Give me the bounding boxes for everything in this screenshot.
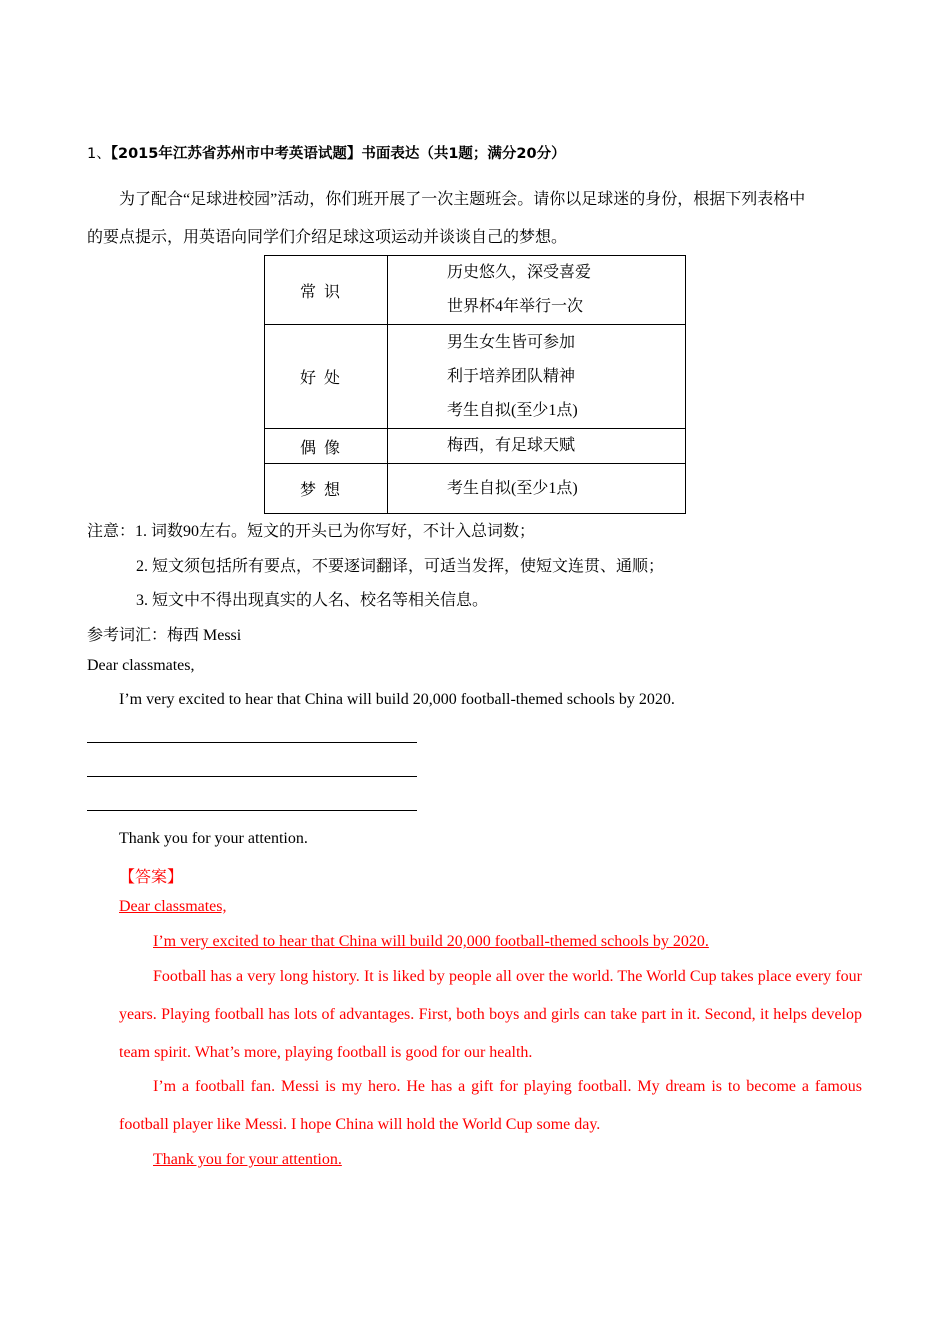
vocab-hint: 参考词汇：梅西 Messi	[87, 627, 242, 644]
note-1: 注意：1. 词数90左右。短文的开头已为你写好，不计入总词数；	[87, 523, 536, 540]
letter-closing: Thank you for your attention.	[119, 830, 308, 847]
answer-paragraph-2: I’m a football fan. Messi is my hero. He has a gift for playing football. My dream is to become a famous football player like Messi. I hope China will hold the World Cup some day.	[119, 1078, 862, 1133]
letter-greeting: Dear classmates,	[87, 657, 195, 674]
prompt-line-1: 为了配合“足球进校园”活动，你们班开展了一次主题班会。请你以足球迷的身份，根据下列表格中	[119, 191, 806, 208]
table-category: 常识	[265, 256, 388, 325]
question-number: 1、	[87, 146, 111, 162]
table-point: 男生女生皆可参加	[447, 333, 576, 351]
table-point: 利于培养团队精神	[447, 367, 576, 385]
letter-opening: I’m very excited to hear that China will build 20,000 football-themed schools by 2020.	[119, 691, 675, 708]
answer-paragraph-1: Football has a very long history. It is liked by people all over the world. The World Cup takes place every four years. Playing football has lots of advantages. First, both boys and girls can take part in it. Second, it helps develop team spirit. What’s more, playing football is good for our health.	[119, 968, 862, 1061]
prompt-table	[264, 255, 686, 514]
prompt-line-2: 的要点提示，用英语向同学们介绍足球这项运动并谈谈自己的梦想。	[87, 229, 568, 246]
table-row	[265, 325, 686, 429]
table-point: 考生自拟(至少1点)	[447, 479, 578, 497]
answer-closing: Thank you for your attention.	[153, 1151, 342, 1168]
table-points	[388, 256, 686, 325]
note-3: 3. 短文中不得出现真实的人名、校名等相关信息。	[136, 592, 489, 609]
table-point: 历史悠久，深受喜爱	[447, 264, 592, 281]
answer-blank-line	[87, 742, 417, 743]
table-category: 偶像	[265, 429, 388, 464]
table-point: 考生自拟(至少1点)	[447, 401, 578, 419]
table-category: 梦想	[265, 464, 388, 514]
table-points	[388, 464, 686, 514]
question-header	[87, 142, 566, 163]
table-point: 梅西，有足球天赋	[447, 437, 576, 454]
answer-greeting: Dear classmates,	[119, 898, 227, 915]
table-row	[265, 256, 686, 325]
table-points	[388, 429, 686, 464]
table-points	[388, 325, 686, 429]
answer-blank-line	[87, 810, 417, 811]
answer-label: 【答案】	[119, 869, 184, 886]
note-2: 2. 短文须包括所有要点，不要逐词翻译，可适当发挥，使短文连贯、通顺；	[136, 558, 665, 575]
table-point: 世界杯4年举行一次	[447, 298, 584, 315]
table-row	[265, 464, 686, 514]
table-row	[265, 429, 686, 464]
answer-opening: I’m very excited to hear that China will build 20,000 football-themed schools by 2020.	[153, 933, 709, 950]
answer-blank-line	[87, 776, 417, 777]
table-category: 好处	[265, 325, 388, 429]
question-title: 【2015年江苏省苏州市中考英语试题】书面表达（共1题；满分20分）	[110, 146, 566, 162]
